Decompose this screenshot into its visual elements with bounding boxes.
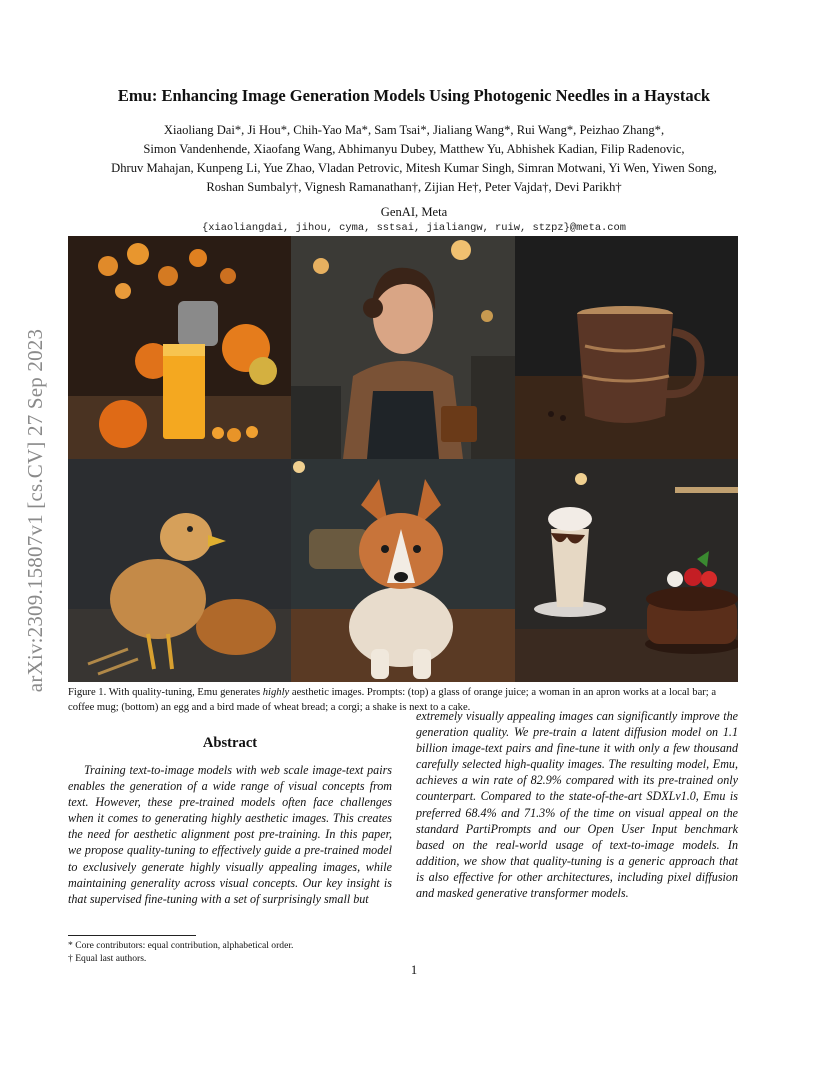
arxiv-identifier-text: arXiv:2309.15807v1 [cs.CV] 27 Sep 2023 bbox=[23, 328, 48, 692]
partiprompts-preference-value: 68.4% bbox=[465, 805, 497, 820]
author-line: Xiaoliang Dai*, Ji Hou*, Chih-Yao Ma*, Sam Tsai*, Jialiang Wang*, Rui Wang*, Peizhao Zhang*, bbox=[163, 123, 665, 137]
caption-emphasis: highly bbox=[262, 687, 290, 698]
author-line: Roshan Sumbaly†, Vignesh Ramanathan†, Zijian He†, Peter Vajda†, Devi Parikh† bbox=[206, 180, 622, 194]
affiliation: GenAI, Meta bbox=[380, 205, 448, 219]
abstract-heading: Abstract bbox=[202, 735, 258, 751]
image-shake-and-cake bbox=[515, 459, 738, 682]
author-emails: {xiaoliangdai, jihou, cyma, sstsai, jialiangw, ruiw, stzpz}@meta.com bbox=[201, 222, 626, 234]
abstract-text-part: of the time on visual appeal on the standard PartiPrompts and our Open User Input benchmark based on the real-world usage of text-to-image models. In addition, we show that quality-tuning is a generic approach that is also effective for other architectures, including pixel diffusion and masked generative transformer models. bbox=[416, 805, 738, 901]
author-line: Dhruv Mahajan, Kunpeng Li, Yue Zhao, Vladan Petrovic, Mitesh Kumar Singh, Simran Motwani, Yi Wen, Yiwen Song, bbox=[111, 161, 717, 175]
caption-text-rest: aesthetic images. Prompts: (top) a glass of orange juice; a woman in an apron works at a local bar; a coffee mug; (bottom) an egg and a bird made of wheat bread; a corgi; a shake is next to a cake. bbox=[68, 687, 717, 713]
caption-text: Figure 1. With quality-tuning, Emu generates bbox=[68, 687, 263, 698]
abstract-paragraph: Training text-to-image models with web scale image-text pairs enables the generation of a wide range of visual concepts from text. However, these pre-trained models often face challenges when it comes to generating highly aesthetic images. This creates the need for aesthetic alignment post pre-training. In this paper, we propose quality-tuning to effectively guide a pre-trained model to exclusively generate highly visually appealing images, while maintaining generality across visual concepts. Our key insight is that supervised fine-tuning with a set of surprisingly small but bbox=[68, 763, 392, 906]
author-list bbox=[70, 121, 758, 197]
abstract-text-part: compared with its pre-trained only counterpart. Compared to the state-of-the-art SDXLv1.0, Emu is preferred bbox=[416, 773, 738, 820]
author-line: Simon Vandenhende, Xiaofang Wang, Abhimanyu Dubey, Matthew Yu, Abhishek Kadian, Filip Radenovic, bbox=[143, 142, 685, 156]
footnote: † Equal last authors. bbox=[68, 953, 147, 964]
abstract-right-column bbox=[416, 708, 738, 901]
abstract-text-part: extremely visually appealing images can significantly improve the generation quality. We pre-train a latent diffusion model on 1.1 billion image-text pairs and fine-tune it with only a few thousand carefully selected high-quality images. The resulting model, Emu, achieves a win rate of bbox=[416, 709, 738, 788]
abstract-text-part: and bbox=[496, 805, 525, 820]
figure-1-image-grid bbox=[68, 236, 738, 682]
image-woman-in-apron bbox=[291, 236, 515, 459]
footnote: * Core contributors: equal contribution, alphabetical order. bbox=[68, 940, 294, 951]
page-number: 1 bbox=[410, 963, 418, 977]
abstract-left-column bbox=[68, 735, 392, 907]
paper-title: Emu: Enhancing Image Generation Models Using Photogenic Needles in a Haystack bbox=[117, 86, 711, 105]
abstract-paragraph-continued bbox=[416, 708, 738, 901]
footnote-divider bbox=[68, 935, 196, 936]
image-bread-bird-and-egg bbox=[68, 459, 291, 682]
footnotes bbox=[68, 939, 293, 965]
arxiv-identifier-stamp bbox=[14, 290, 58, 730]
image-coffee-mug bbox=[515, 236, 738, 459]
image-corgi bbox=[291, 459, 515, 682]
image-orange-juice bbox=[68, 236, 291, 459]
win-rate-value: 82.9% bbox=[530, 773, 562, 788]
oui-preference-value: 71.3% bbox=[524, 805, 556, 820]
